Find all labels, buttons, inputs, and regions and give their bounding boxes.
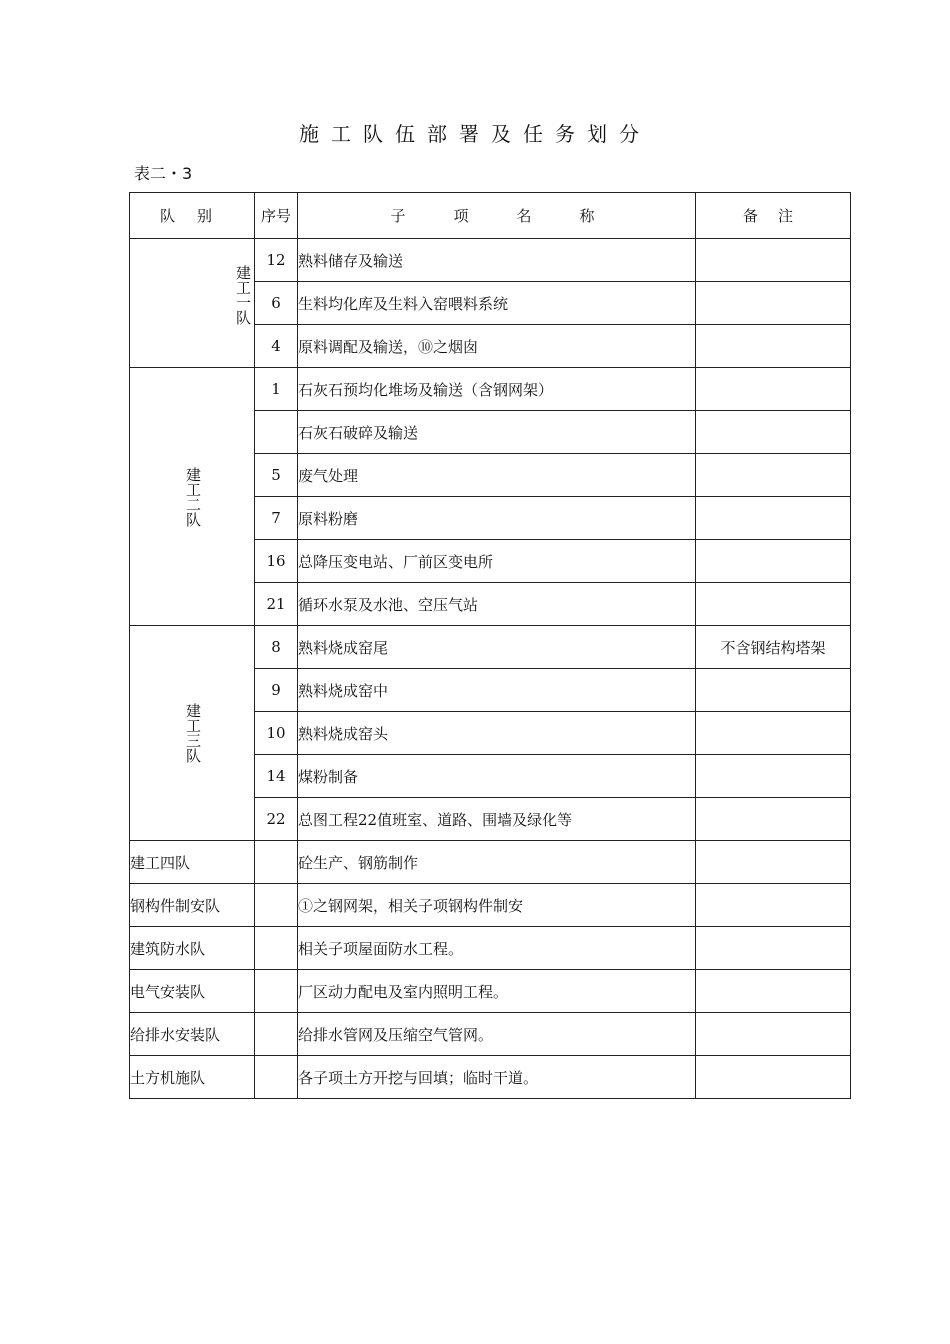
note-cell [696,712,851,755]
table-row [130,1013,851,1056]
seq-no-cell: 12 [255,239,298,282]
team-cell: 建筑防水队 [130,927,255,970]
note-cell [696,1013,851,1056]
table-row [130,841,851,884]
seq-no-cell [255,1056,298,1099]
note-cell [696,282,851,325]
note-cell [696,583,851,626]
seq-no-cell: 7 [255,497,298,540]
seq-no-cell: 6 [255,282,298,325]
seq-no-cell: 22 [255,798,298,841]
seq-no-cell: 10 [255,712,298,755]
seq-no-cell: 4 [255,325,298,368]
team-cell: 电气安装队 [130,970,255,1013]
subitem-name-cell: 熟料烧成窑中 [298,669,696,712]
team-cell: 钢构件制安队 [130,884,255,927]
header-team: 队别 [130,193,255,239]
subitem-name-cell: 石灰石预均化堆场及输送（含钢网架） [298,368,696,411]
subitem-name-cell: 原料粉磨 [298,497,696,540]
seq-no-cell [255,970,298,1013]
note-cell [696,325,851,368]
seq-no-cell [255,927,298,970]
subitem-name-cell: 相关子项屋面防水工程。 [298,927,696,970]
note-cell [696,970,851,1013]
note-cell [696,239,851,282]
team-label: 建工一队 [234,265,252,325]
note-cell [696,368,851,411]
team-cell [130,239,255,368]
note-cell [696,669,851,712]
table-row [130,626,851,669]
note-cell [696,884,851,927]
team-cell [130,626,255,841]
table-label: 表二・3 [134,164,193,183]
subitem-name-cell: 循环水泵及水池、空压气站 [298,583,696,626]
note-cell [696,841,851,884]
page-title: 施工队伍部署及任务划分 [299,122,651,146]
subitem-name-cell: 厂区动力配电及室内照明工程。 [298,970,696,1013]
subitem-name-cell: 废气处理 [298,454,696,497]
table-row [130,927,851,970]
team-cell: 给排水安装队 [130,1013,255,1056]
seq-no-cell: 21 [255,583,298,626]
subitem-name-cell: 原料调配及输送，⑩之烟囱 [298,325,696,368]
header-name: 子项名称 [298,193,696,239]
note-cell [696,927,851,970]
seq-no-cell: 5 [255,454,298,497]
table-header-row [130,193,851,239]
subitem-name-cell: 熟料烧成窑尾 [298,626,696,669]
table-row [130,368,851,411]
note-cell: 不含钢结构塔架 [696,626,851,669]
subitem-name-cell: 砼生产、钢筋制作 [298,841,696,884]
seq-no-cell: 16 [255,540,298,583]
table-row [130,970,851,1013]
subitem-name-cell: 熟料烧成窑头 [298,712,696,755]
seq-no-cell [255,411,298,454]
subitem-name-cell: 给排水管网及压缩空气管网。 [298,1013,696,1056]
subitem-name-cell: 总图工程22值班室、道路、围墙及绿化等 [298,798,696,841]
subitem-name-cell: 熟料储存及输送 [298,239,696,282]
subitem-name-cell: 总降压变电站、厂前区变电所 [298,540,696,583]
team-cell [130,368,255,626]
note-cell [696,540,851,583]
subitem-name-cell: 生料均化库及生料入窑喂料系统 [298,282,696,325]
subitem-name-cell: 各子项土方开挖与回填；临时干道。 [298,1056,696,1099]
subitem-name-cell: 石灰石破碎及输送 [298,411,696,454]
table-row [130,1056,851,1099]
note-cell [696,1056,851,1099]
team-cell: 建工四队 [130,841,255,884]
team-label: 建工三队 [184,703,202,763]
team-label: 建工二队 [184,466,202,527]
subitem-name-cell: ①之钢网架，相关子项钢构件制安 [298,884,696,927]
seq-no-cell: 1 [255,368,298,411]
table-row [130,239,851,282]
seq-no-cell [255,841,298,884]
team-cell: 土方机施队 [130,1056,255,1099]
note-cell [696,755,851,798]
note-cell [696,798,851,841]
seq-no-cell: 8 [255,626,298,669]
seq-no-cell [255,884,298,927]
note-cell [696,497,851,540]
header-note: 备注 [696,193,851,239]
note-cell [696,411,851,454]
subitem-name-cell: 煤粉制备 [298,755,696,798]
seq-no-cell: 9 [255,669,298,712]
table-row [130,884,851,927]
team-assignment-table [129,192,851,1099]
seq-no-cell: 14 [255,755,298,798]
note-cell [696,454,851,497]
seq-no-cell [255,1013,298,1056]
header-no: 序号 [255,193,298,239]
